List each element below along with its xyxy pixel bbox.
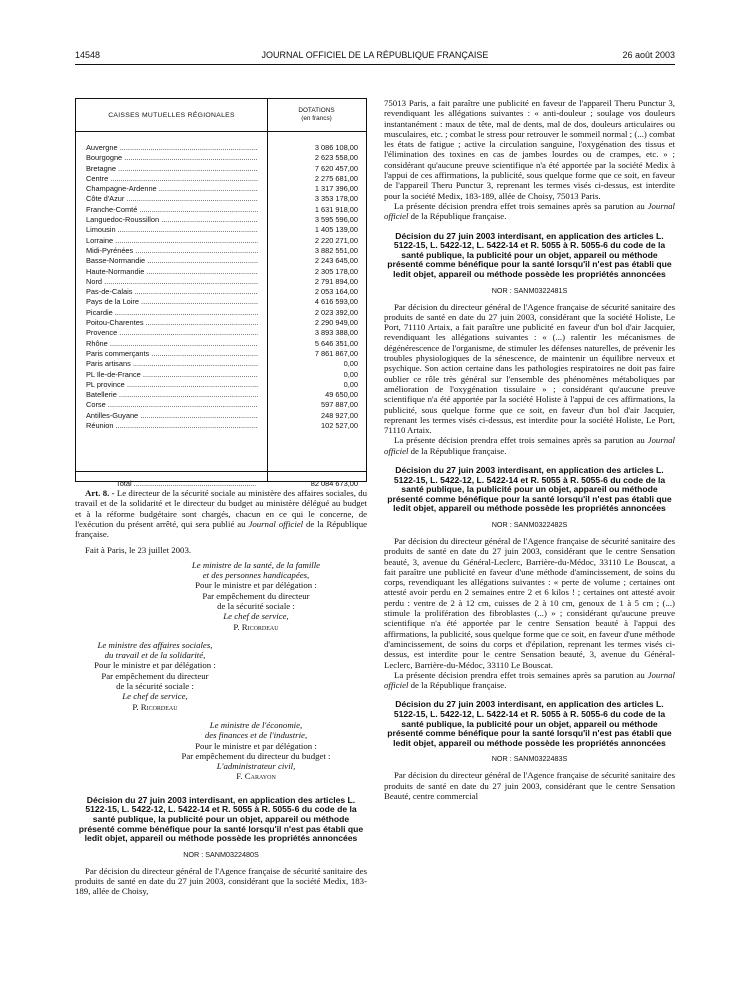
- caisse-name: PL province .....: [86, 380, 258, 390]
- decision-3-text: Par décision du directeur général de l'Agence française de sécurité sanitaire des produits de santé en date du 27 juin 2003, considérant que le centre Sensation beauté, 3, avenue du Général-Leclerc, Barrière-du-Médoc, 33110 Le Bouscat, a fait paraître une publicité en faveur d'une méthode d'amincissement, de soins du corps, revendiquant les allégations suivantes : « perte de volume ; certaines ont attesté avoir perdu en 2 semaines entre 2 et 6 kilos ! ; certaines ont attesté avoir perdu : ventre de 2 à 12 cm, cuisses de 2 à 10 cm, genoux de 1 à 5 cm ; (...) stimule la prolifération des fibroblastes (...) » ; considérant qu'aucune preuve scientifique n'a été apportée par le centre Sensation beauté à l'appui des affirmations, la publicité, sous quelque forme que ce soit, en faveur d'une méthode d'amincissement, de soins du corps et d'épilation, reprenant les termes visés ci-dessus, est interdite pour le centre Sensation beauté, 3, avenue du Général-Leclerc, Barrière-du-Médoc, 33110 Le Bouscat.: [384, 535, 675, 670]
- journal-title: JOURNAL OFFICIEL DE LA RÉPUBLIQUE FRANÇAISE: [261, 50, 489, 60]
- signature-block-2: [75, 640, 235, 712]
- sig1-line-1: Le ministre de la santé, de la famille: [191, 559, 321, 570]
- decision-1-publication: [384, 201, 675, 222]
- decision-1-nor: NOR : SANM0322480S: [183, 849, 259, 859]
- caisse-name: Paris commerçants .....: [86, 349, 258, 359]
- table-row: [76, 267, 366, 277]
- caisse-name: Poitou-Charentes .....: [86, 318, 258, 328]
- dotations-unit: (en francs): [301, 114, 332, 122]
- table-row: [76, 236, 366, 246]
- article-8-jo: Journal officiel: [248, 518, 304, 529]
- decision-3-jo: Journal officiel: [384, 669, 675, 691]
- sig2-line-1: Le ministre des affaires sociales,: [97, 639, 213, 650]
- table-row: [76, 390, 366, 400]
- table-row: [76, 164, 366, 174]
- caisse-name: Pays de la Loire .....: [86, 297, 258, 307]
- decision-1-continuation: 75013 Paris, a fait paraître une publicité en faveur de l'appareil Theru Punctur 3, revendiquant les allégations suivantes : « anti-douleur ; soulage vos douleurs instantanément : maux de tête, mal de dents, mal de dos, douleurs articulaires ou musculaires, etc. ; combat le stress pour retrouver le sommeil normal ; (...) combat les états de fatigue ; active la circulation sanguine, l'oxygénation des tissus et l'élimination des toxines en cas de jambes lourdes ou de crampes, etc. » ; considérant qu'aucune preuve scientifique n'a été apportée par la société Medix à l'appui de ces affirmations, la publicité, sous quelque forme que ce soit, en faveur de l'appareil Theru Punctur 3, reprenant les termes visés ci-dessus, est interdite pour la société Medix, 183-189, allée de Choisy, 75013 Paris.: [384, 98, 675, 201]
- sig2-line-5: de la sécurité sociale :: [116, 681, 194, 692]
- signature-block-3: [75, 720, 367, 782]
- caisse-name: Lorraine .....: [86, 236, 258, 246]
- table-row: [76, 184, 366, 194]
- dotations-label: DOTATIONS: [298, 107, 335, 114]
- dotations-table: [75, 98, 367, 488]
- caisse-name: Basse-Normandie .....: [86, 256, 258, 266]
- sig1-signatory: P. Ricordeau: [233, 621, 279, 632]
- decision-1-jo: Journal officiel: [384, 200, 675, 222]
- caisse-name: Batellerie .....: [86, 390, 258, 400]
- dotation-value: 49 650,00: [325, 390, 358, 400]
- decision-1-pub-part-2: de la République française.: [410, 211, 507, 222]
- dotation-value: 2 791 894,00: [314, 276, 358, 286]
- dotation-value: 1 405 139,00: [314, 225, 358, 235]
- decision-4-title: Décision du 27 juin 2003 interdisant, en application des articles L. 5122-15, L. 5422-12, L. 5422-14 et R. 5055 à R. 5055-6 du code de la santé publique, la publicité pour un objet, appareil ou méthode présenté comme bénéfique pour la santé lorsqu'il n'est pas établi que ledit objet, appareil ou méthode possède les propriétés annoncées: [387, 699, 672, 748]
- table-row: [76, 287, 366, 297]
- decision-2-publication: [384, 435, 675, 456]
- table-row: [76, 215, 366, 225]
- dotation-value: 3 882 551,00: [314, 245, 358, 255]
- sig3-line-5: L'administrateur civil,: [216, 761, 296, 772]
- dotation-value: 7 620 457,00: [314, 163, 358, 173]
- dotation-value: 0,00: [343, 359, 358, 369]
- caisse-name: Haute-Normandie .....: [86, 267, 258, 277]
- dotation-value: 2 023 392,00: [314, 307, 358, 317]
- table-row: [76, 246, 366, 256]
- dotation-value: 1 631 918,00: [314, 204, 358, 214]
- decision-2-nor: NOR : SANM0322481S: [491, 285, 568, 295]
- decision-2-pub-part-1: La présente décision prendra effet trois semaines après sa parution au: [394, 435, 645, 446]
- sig1-line-4: Par empêchement du directeur: [202, 590, 310, 601]
- caisse-name: Paris artisans .....: [86, 359, 258, 369]
- dotation-value: 7 861 867,00: [314, 348, 358, 358]
- table-row: [76, 297, 366, 307]
- sig1-line-5: de la sécurité sociale :: [217, 600, 295, 611]
- table-header-caisses: CAISSES MUTUELLES RÉGIONALES: [108, 112, 235, 119]
- caisse-name: Réunion .....: [86, 421, 258, 431]
- caisse-name: Centre .....: [86, 174, 258, 184]
- decision-3-nor: NOR : SANM0322482S: [491, 519, 568, 529]
- sig3-line-4: Par empêchement du directeur du budget :: [181, 750, 331, 761]
- table-row: [76, 153, 366, 163]
- caisse-name: Languedoc-Roussillon .....: [86, 215, 258, 225]
- dotation-value: 2 623 558,00: [314, 153, 358, 163]
- caisse-name: Picardie .....: [86, 308, 258, 318]
- table-row: [76, 205, 366, 215]
- dotation-value: 2 053 164,00: [314, 287, 358, 297]
- decision-3-pub-part-2: de la République française.: [410, 680, 507, 691]
- sig2-line-2: du travail et de la solidarité,: [104, 650, 206, 661]
- sig3-line-3: Pour le ministre et par délégation :: [195, 740, 317, 751]
- table-row: [76, 174, 366, 184]
- decision-1-text: Par décision du directeur général de l'Agence française de sécurité sanitaire des produits de santé en date du 27 juin 2003, considérant que la société Medix, 183-189, allée de Choisy,: [75, 865, 367, 897]
- dotation-value: 5 646 351,00: [314, 338, 358, 348]
- total-value: 82 084 673,00: [310, 479, 358, 488]
- dotation-value: 1 317 396,00: [314, 184, 358, 194]
- article-8-text: [75, 488, 367, 539]
- fait-a-paris: Fait à Paris, le 23 juillet 2003.: [85, 545, 192, 556]
- decision-3-pub-part-1: La présente décision prendra effet trois semaines après sa parution au: [394, 669, 645, 680]
- caisse-name: Provence .....: [86, 328, 258, 338]
- table-row: [76, 308, 366, 318]
- table-header-dotations: [267, 107, 366, 122]
- caisse-name: Bourgogne .....: [86, 153, 258, 163]
- decision-2-pub-part-2: de la République française.: [410, 445, 507, 456]
- table-row: [76, 411, 366, 421]
- caisse-name: Côte d'Azur .....: [86, 194, 258, 204]
- dotation-value: 3 086 108,00: [314, 143, 358, 152]
- header-rule: [75, 64, 675, 65]
- issue-date: 26 août 2003: [622, 50, 675, 60]
- sig3-line-1: Le ministre de l'économie,: [209, 719, 303, 730]
- sig2-line-4: Par empêchement du directeur: [101, 670, 209, 681]
- total-label: Total .....: [116, 479, 256, 489]
- table-row: [76, 143, 366, 153]
- caisse-name: Franche-Comté .....: [86, 205, 258, 215]
- caisse-name: Midi-Pyrénées .....: [86, 246, 258, 256]
- table-row: [76, 400, 366, 410]
- dotation-value: 0,00: [343, 379, 358, 389]
- decision-2-jo: Journal officiel: [384, 435, 675, 456]
- dotation-value: 3 353 178,00: [314, 194, 358, 204]
- sig3-signatory: F. Carayon: [236, 771, 276, 782]
- article-8-end: de la République française.: [75, 518, 367, 540]
- sig1-line-6: Le chef de service,: [223, 611, 289, 622]
- table-total-row: [76, 479, 366, 489]
- left-column: [75, 98, 367, 897]
- decision-3-title: Décision du 27 juin 2003 interdisant, en application des articles L. 5122-15, L. 5422-12, L. 5422-14 et R. 5055 à R. 5055-6 du code de la santé publique, la publicité pour un objet, appareil ou méthode présenté comme bénéfique pour la santé lorsqu'il n'est pas établi que ledit objet, appareil ou méthode possède les propriétés annoncées: [387, 464, 672, 514]
- table-row: [76, 349, 366, 359]
- table-row: [76, 256, 366, 266]
- table-row: [76, 370, 366, 380]
- signature-block-1: [75, 560, 367, 632]
- table-row: [76, 225, 366, 235]
- page-number: 14548: [75, 50, 101, 60]
- dotation-value: 102 527,00: [321, 421, 358, 431]
- sig1-line-3: Pour le ministre et par délégation :: [195, 580, 317, 591]
- right-column: [384, 98, 675, 801]
- table-row: [76, 318, 366, 328]
- article-8: [75, 488, 367, 556]
- caisse-name: Auvergne .....: [86, 143, 258, 153]
- caisse-name: Rhône .....: [86, 339, 258, 349]
- dotation-value: 0,00: [343, 369, 358, 379]
- page-header: [75, 50, 675, 64]
- sig2-signatory: P. Ricordeau: [132, 701, 178, 712]
- dotation-value: 597 887,00: [321, 400, 358, 410]
- dotation-value: 2 305 178,00: [314, 266, 358, 276]
- dotation-value: 2 220 271,00: [314, 235, 358, 245]
- decision-3-publication: [384, 670, 675, 691]
- caisse-name: Champagne-Ardenne .....: [86, 184, 258, 194]
- decision-2-text: Par décision du directeur général de l'Agence française de sécurité sanitaire des produits de santé en date du 27 juin 2003, considérant que la société Holiste, Le Port, 71110 Artaix, a fait paraître une publicité en faveur d'un bol d'air Jacquier, revendiquant les allégations suivantes : « (...) ralentir les mécanismes de dégénérescence de l'organisme, de stimuler les défenses naturelles, de prévenir les troubles physiologiques de la sénescence, de maintenir un équilibre nerveux et psychique. Son action certaine dans les pathologies respiratoires ne doit pas faire oublier ce rôle très général sur l'ensemble des phénomènes métaboliques par amélioration de l'oxygénation tissulaire » ; considérant qu'aucune preuve scientifique n'a été apportée par la société Holiste à l'appui de ces affirmations, la publicité, sous quelque forme que ce soit, en faveur d'un bol d'air Jacquier, reprenant les termes visés ci-dessus, est interdite pour la société Holiste, Le Port, 71110 Artaix.: [384, 301, 675, 436]
- article-8-label: Art. 8. -: [85, 488, 115, 498]
- table-row: [76, 359, 366, 369]
- dotation-value: 2 290 949,00: [314, 318, 358, 328]
- table-row: [76, 277, 366, 287]
- table-row: [76, 380, 366, 390]
- decision-4-nor: NOR : SANM0322483S: [491, 754, 568, 764]
- caisse-name: Pas-de-Calais .....: [86, 287, 258, 297]
- caisse-name: Antilles-Guyane .....: [86, 411, 258, 421]
- dotation-value: 3 893 388,00: [314, 328, 358, 338]
- dotation-value: 2 243 645,00: [314, 256, 358, 266]
- article-8-body: Le directeur de la sécurité sociale au ministère des affaires sociales, du travail et de la solidarité et le directeur du budget au ministère délégué au budget et à la réforme budgétaire sont chargés, chacun en ce qui le concerne, de l'exécution du présent arrêté, qui sera publié au: [75, 488, 367, 529]
- table-header-divider: [76, 131, 366, 132]
- decision-1-pub-part-1: La présente décision prendra effet trois semaines après sa parution au: [394, 200, 645, 211]
- sig3-line-2: des finances et de l'industrie,: [204, 730, 308, 741]
- caisse-name: Corse .....: [86, 400, 258, 410]
- sig2-line-3: Pour le ministre et par délégation :: [94, 660, 216, 671]
- table-row: [76, 339, 366, 349]
- dotation-value: 2 275 681,00: [314, 173, 358, 183]
- caisse-name: Nord .....: [86, 277, 258, 287]
- table-row: [76, 194, 366, 204]
- table-row: [76, 328, 366, 338]
- dotation-value: 3 595 596,00: [314, 215, 358, 225]
- decision-1-title: Décision du 27 juin 2003 interdisant, en application des articles L. 5122-15, L. 5422-12, L. 5422-14 et R. 5055 à R. 5055-6 du code de la santé publique, la publicité pour un objet, appareil ou méthode présenté comme bénéfique pour la santé lorsqu'il n'est pas établi que ledit objet, appareil ou méthode possède les propriétés annoncées: [78, 794, 364, 844]
- dotation-value: 248 927,00: [321, 410, 358, 420]
- decision-2-title: Décision du 27 juin 2003 interdisant, en application des articles L. 5122-15, L. 5422-12, L. 5422-14 et R. 5055 à R. 5055-6 du code de la santé publique, la publicité pour un objet, appareil ou méthode présenté comme bénéfique pour la santé lorsqu'il n'est pas établi que ledit objet, appareil ou méthode possède les propriétés annoncées: [387, 230, 672, 279]
- table-rows: [76, 143, 366, 431]
- caisse-name: Bretagne .....: [86, 164, 258, 174]
- sig1-line-2: et des personnes handicapées,: [202, 570, 310, 581]
- table-total-divider: [76, 471, 366, 472]
- dotation-value: 4 616 593,00: [314, 297, 358, 307]
- decision-4-text: Par décision du directeur général de l'Agence française de sécurité sanitaire des produits de santé en date du 27 juin 2003, considérant que le centre Sensation Beauté, centre commercial: [384, 770, 675, 801]
- caisse-name: Limousin .....: [86, 225, 258, 235]
- sig2-line-6: Le chef de service,: [122, 691, 188, 702]
- caisse-name: PL Ile-de-France .....: [86, 370, 258, 380]
- table-row: [76, 421, 366, 431]
